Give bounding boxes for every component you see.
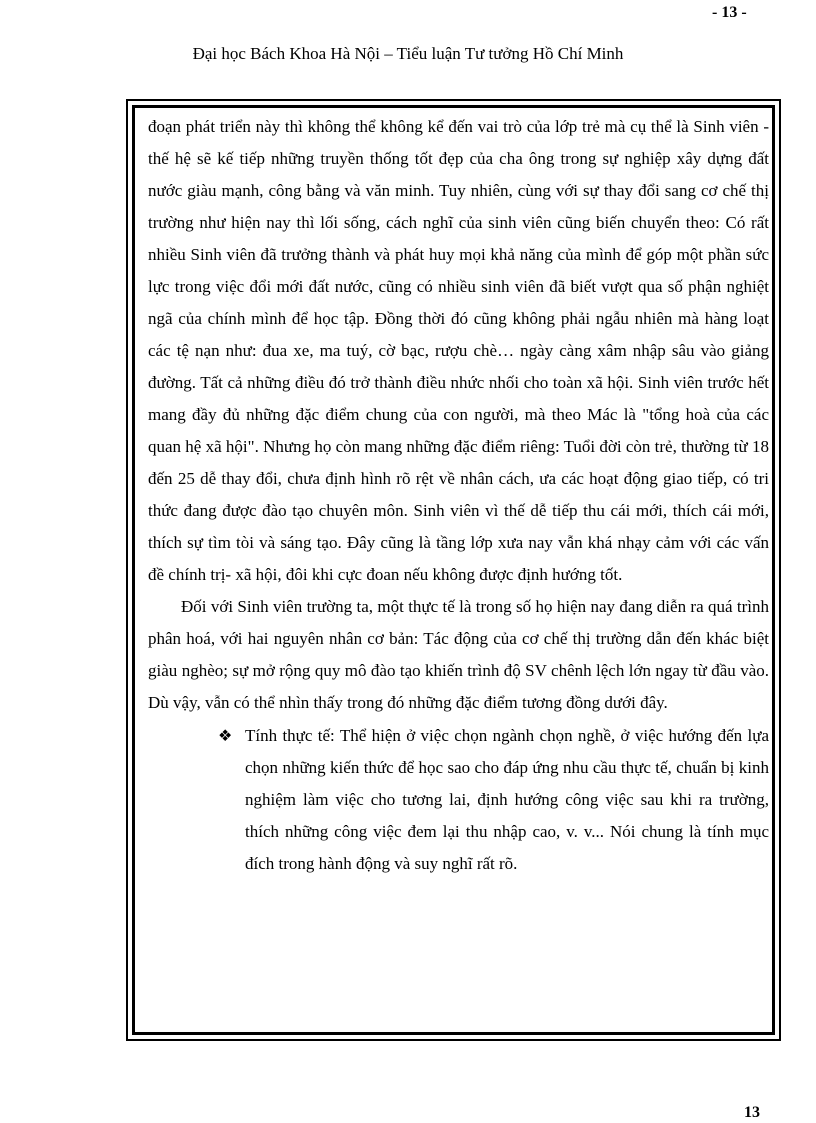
- bullet-item-practicality: [218, 720, 769, 880]
- bullet-item-text: Tính thực tế: Thể hiện ở việc chọn ngành chọn nghề, ở việc hướng đến lựa chọn những kiến thức để học sao cho đáp ứng nhu cầu thực tế, chuẩn bị kinh nghiệm làm việc cho tương lai, định hướng công việc sau khi ra trường, thích những công việc đem lại thu nhập cao, v. v... Nói chung là tính mục đích trong hành động và suy nghĩ rất rõ.: [245, 726, 769, 873]
- paragraph-student-differentiation: Đối với Sinh viên trường ta, một thực tế là trong số họ hiện nay đang diễn ra quá trình phân hoá, với hai nguyên nhân cơ bản: Tác động của cơ chế thị trường dẫn đến khác biệt giàu nghèo; sự mở rộng quy mô đào tạo khiến trình độ SV chênh lệch lớn ngay từ đầu vào. Dù vậy, vẫn có thể nhìn thấy trong đó những đặc điểm tương đồng dưới đây.: [148, 597, 769, 712]
- body-text: [148, 111, 769, 880]
- page-number-top: - 13 -: [712, 4, 747, 21]
- diamond-bullet-icon: ❖: [218, 726, 233, 745]
- document-header: Đại học Bách Khoa Hà Nội – Tiểu luận Tư tưởng Hồ Chí Minh: [192, 44, 624, 63]
- paragraph-continuation: đoạn phát triển này thì không thể không kể đến vai trò của lớp trẻ mà cụ thể là Sinh viên - thế hệ sẽ kế tiếp những truyền thống tốt đẹp của cha ông trong sự nghiệp xây dựng đất nước giàu mạnh, công bằng và văn minh. Tuy nhiên, cùng với sự thay đổi sang cơ chế thị trường như hiện nay thì lối sống, cách nghĩ của sinh viên cũng biến chuyển theo: Có rất nhiều Sinh viên đã trưởng thành và phát huy mọi khả năng của mình để góp một phần sức lực trong việc đổi mới đất nước, cũng có nhiều sinh viên đã biết vượt qua số phận nghiệt ngã của chính mình để học tập. Đồng thời đó cũng không phải ngẫu nhiên mà hàng loạt các tệ nạn như: đua xe, ma tuý, cờ bạc, rượu chè… ngày càng xâm nhập sâu vào giảng đường. Tất cả những điều đó trở thành điều nhức nhối cho toàn xã hội. Sinh viên trước hết mang đầy đủ những đặc điểm chung của con người, mà theo Mác là "tổng hoà của các quan hệ xã hội". Nhưng họ còn mang những đặc điểm riêng: Tuổi đời còn trẻ, thường từ 18 đến 25 dễ thay đổi, chưa định hình rõ rệt về nhân cách, ưa các hoạt động giao tiếp, có tri thức đang được đào tạo chuyên môn. Sinh viên vì thế dễ tiếp thu cái mới, thích cái mới, thích sự tìm tòi và sáng tạo. Đây cũng là tầng lớp xưa nay vẫn khá nhạy cảm với các vấn đề chính trị- xã hội, đôi khi cực đoan nếu không được định hướng tốt.: [148, 117, 769, 584]
- page-number-bottom: 13: [744, 1104, 760, 1121]
